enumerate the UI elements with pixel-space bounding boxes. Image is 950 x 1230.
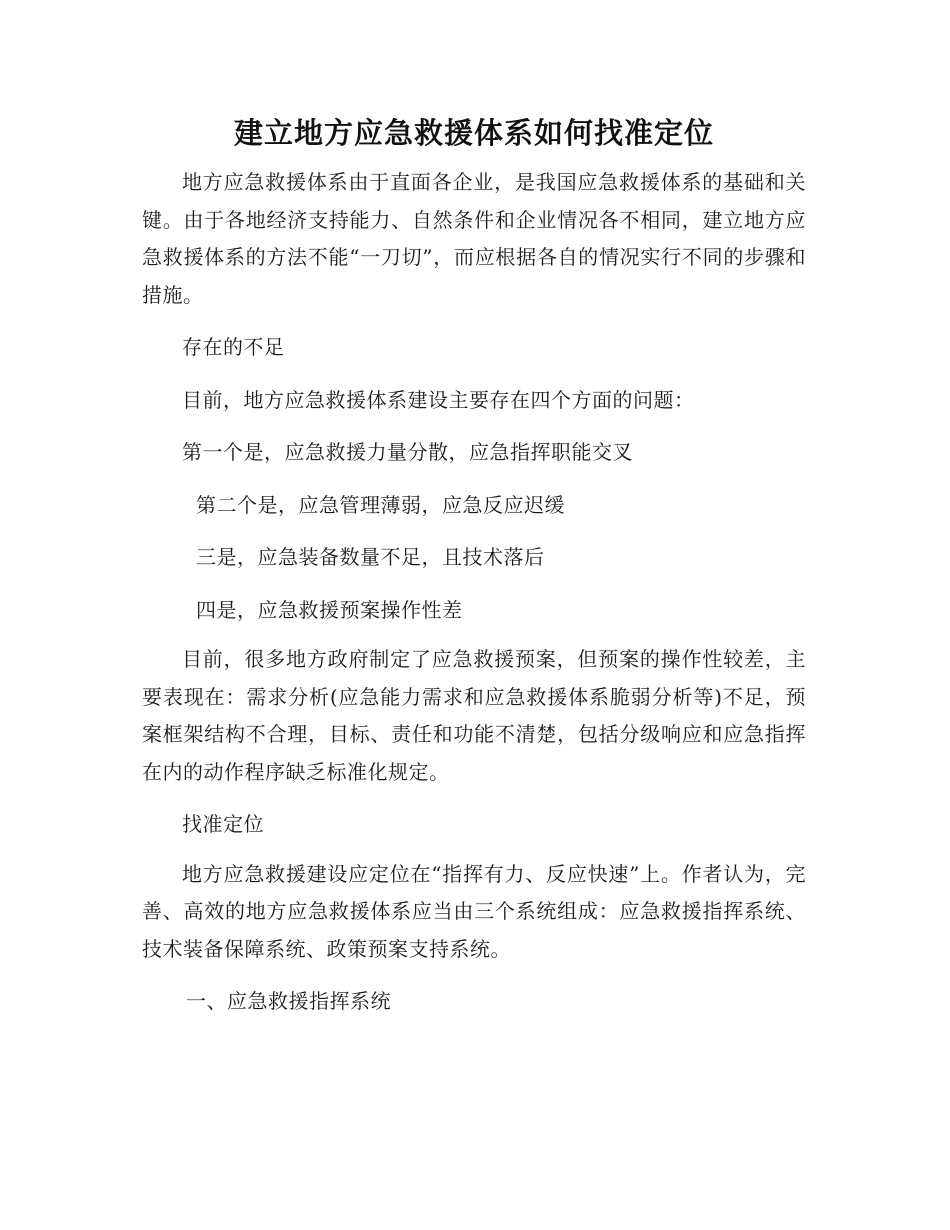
subsection-heading-command-system: 一、应急救援指挥系统 — [186, 989, 391, 1013]
section-heading-positioning: 找准定位 — [182, 812, 264, 836]
intro-paragraph: 地方应急救援体系由于直面各企业，是我国应急救援体系的基础和关键。由于各地经济支持能力、自然条件和企业情况各不相同，建立地方应急救援体系的方法不能“一刀切”，而应根据各自的情况实行不同的步骤和措施。 — [142, 170, 806, 307]
problem-item-4: 四是，应急救援预案操作性差 — [196, 597, 463, 622]
document-title: 建立地方应急救援体系如何找准定位 — [233, 116, 714, 150]
section-heading-deficiency: 存在的不足 — [182, 335, 285, 359]
problem-item-3: 三是，应急装备数量不足，且技术落后 — [196, 545, 545, 569]
plans-detail-paragraph: 目前，很多地方政府制定了应急救援预案，但预案的操作性较差，主要表现在：需求分析(应急能力需求和应急救援体系脆弱分析等)不足，预案框架结构不合理，目标、责任和功能不清楚，包括分级响应和应急指挥在内的动作程序缺乏标准化规定。 — [142, 647, 806, 784]
document-body — [142, 112, 806, 1021]
positioning-detail-paragraph: 地方应急救援建设应定位在“指挥有力、反应快速”上。作者认为，完善、高效的地方应急救援体系应当由三个系统组成：应急救援指挥系统、技术装备保障系统、政策预案支持系统。 — [142, 861, 806, 961]
problem-item-1: 第一个是，应急救援力量分散，应急指挥职能交叉 — [182, 440, 633, 464]
problem-item-2: 第二个是，应急管理薄弱，应急反应迟缓 — [196, 492, 565, 517]
problems-lead-paragraph: 目前，地方应急救援体系建设主要存在四个方面的问题： — [182, 387, 695, 412]
